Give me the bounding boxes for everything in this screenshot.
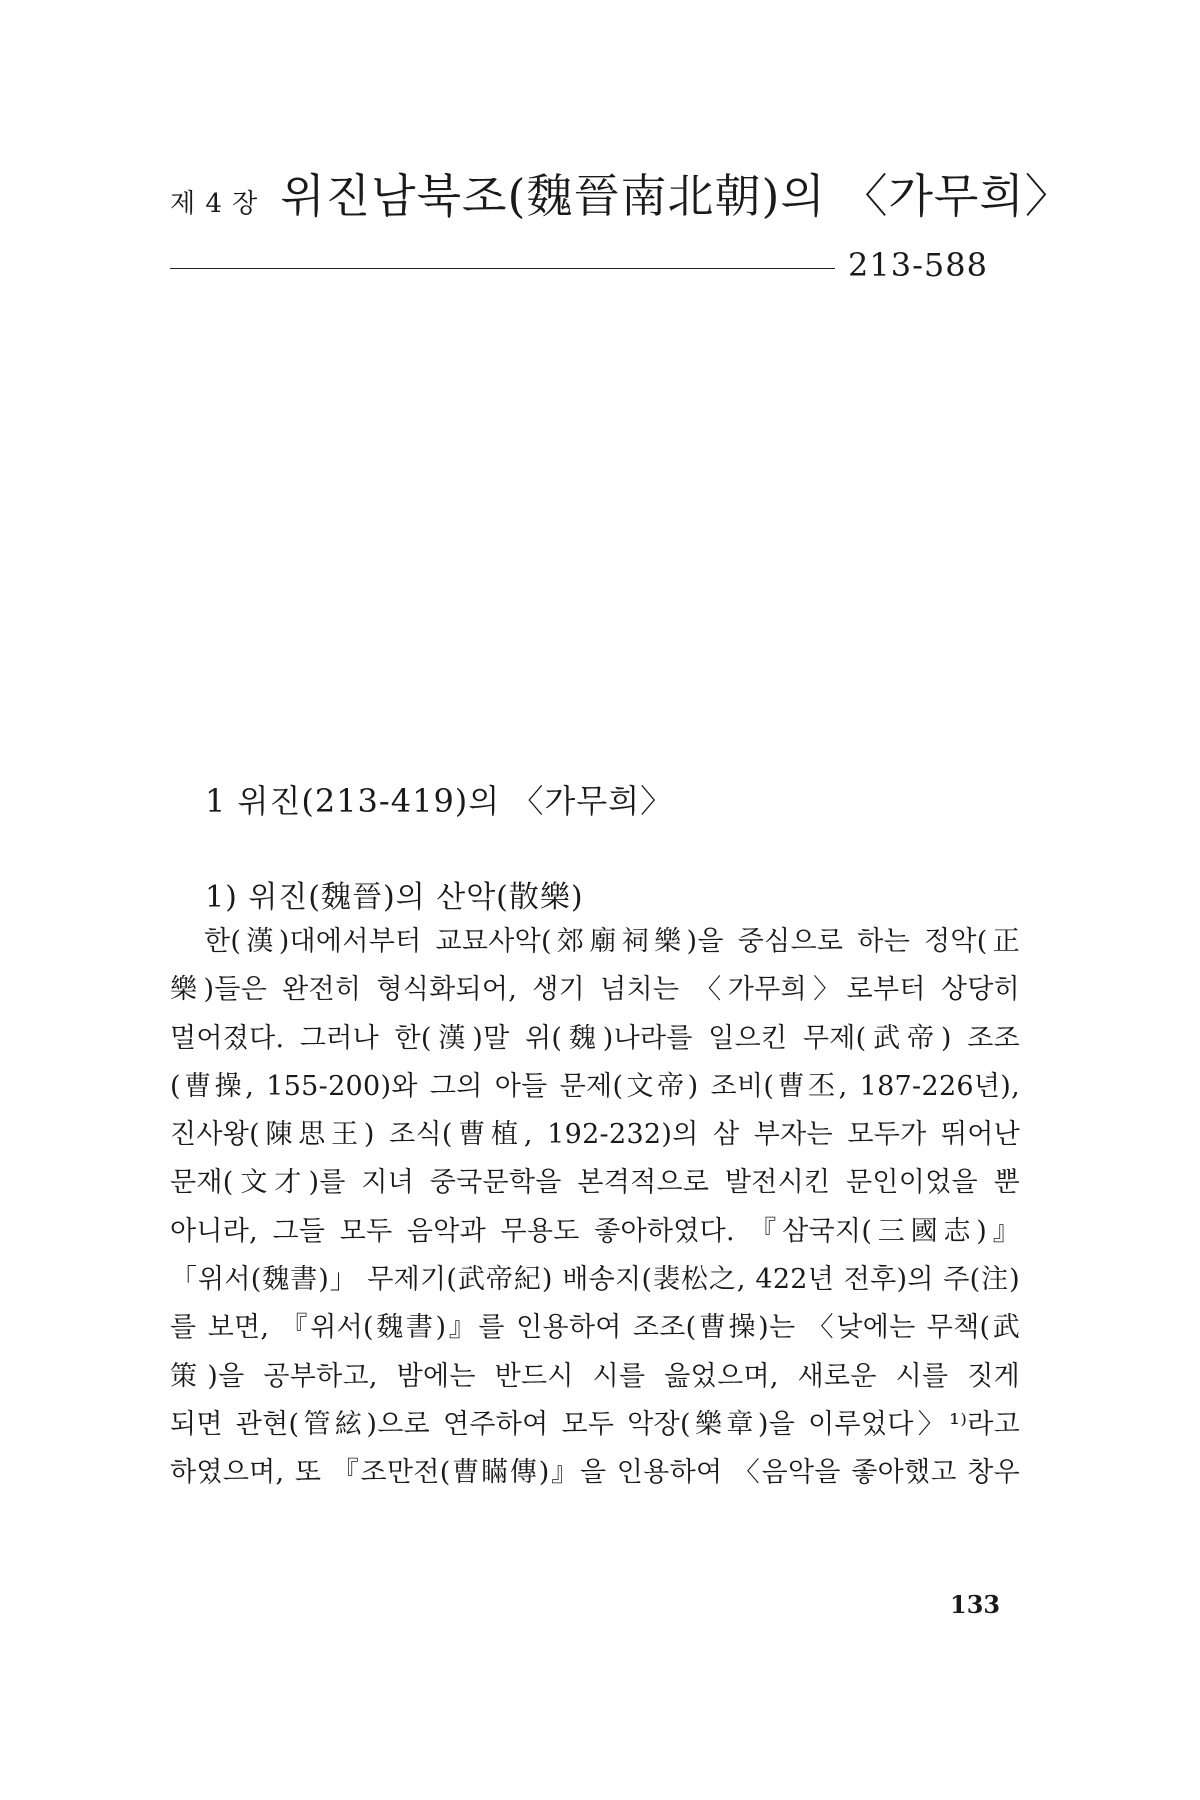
body-line: 아니라, 그들 모두 음악과 무용도 좋아하였다. 『삼국지(三國志)』 <box>170 1215 1020 1247</box>
body-line: 되면 관현(管絃)으로 연주하여 모두 악장(樂章)을 이루었다〉¹⁾라고 <box>170 1408 1020 1440</box>
chapter-title: 위진남북조(魏晉南北朝)의 〈가무희〉 <box>280 169 1072 223</box>
page-number: 133 <box>950 1590 1001 1619</box>
body-paragraph <box>170 918 1020 1498</box>
subsection-title: 1) 위진(魏晉)의 산악(散樂) <box>205 880 584 915</box>
body-line: 문재(文才)를 지녀 중국문학을 본격적으로 발전시킨 문인이었을 뿐 <box>170 1167 1020 1199</box>
section-title: 1 위진(213-419)의 〈가무희〉 <box>205 782 674 820</box>
body-line: 「위서(魏書)」 무제기(武帝紀) 배송지(裴松之, 422년 전후)의 주(注) <box>170 1264 1020 1296</box>
body-line: 를 보면, 『위서(魏書)』를 인용하여 조조(曹操)는 〈낮에는 무책(武 <box>170 1312 1020 1344</box>
body-line: 하였으며, 또 『조만전(曹瞞傳)』을 인용하여 〈음악을 좋아했고 창우 <box>170 1457 1020 1489</box>
chapter-years: 213-588 <box>848 246 988 284</box>
body-line: (曹操, 155-200)와 그의 아들 문제(文帝) 조비(曹丕, 187-226년), <box>170 1070 1020 1102</box>
chapter-label: 제 4 장 <box>170 189 259 219</box>
chapter-header <box>170 160 1072 223</box>
body-line: 진사왕(陳思王) 조식(曹植, 192-232)의 삼 부자는 모두가 뛰어난 <box>170 1119 1020 1151</box>
body-line: 한(漢)대에서부터 교묘사악(郊廟祠樂)을 중심으로 하는 정악(正 <box>204 926 1020 957</box>
body-line: 策)을 공부하고, 밤에는 반드시 시를 읊었으며, 새로운 시를 짓게 <box>170 1360 1020 1392</box>
chapter-divider <box>170 268 835 269</box>
body-line: 樂)들은 완전히 형식화되어, 생기 넘치는 〈가무희〉로부터 상당히 <box>170 974 1020 1006</box>
body-line: 멀어졌다. 그러나 한(漢)말 위(魏)나라를 일으킨 무제(武帝) 조조 <box>170 1022 1020 1054</box>
